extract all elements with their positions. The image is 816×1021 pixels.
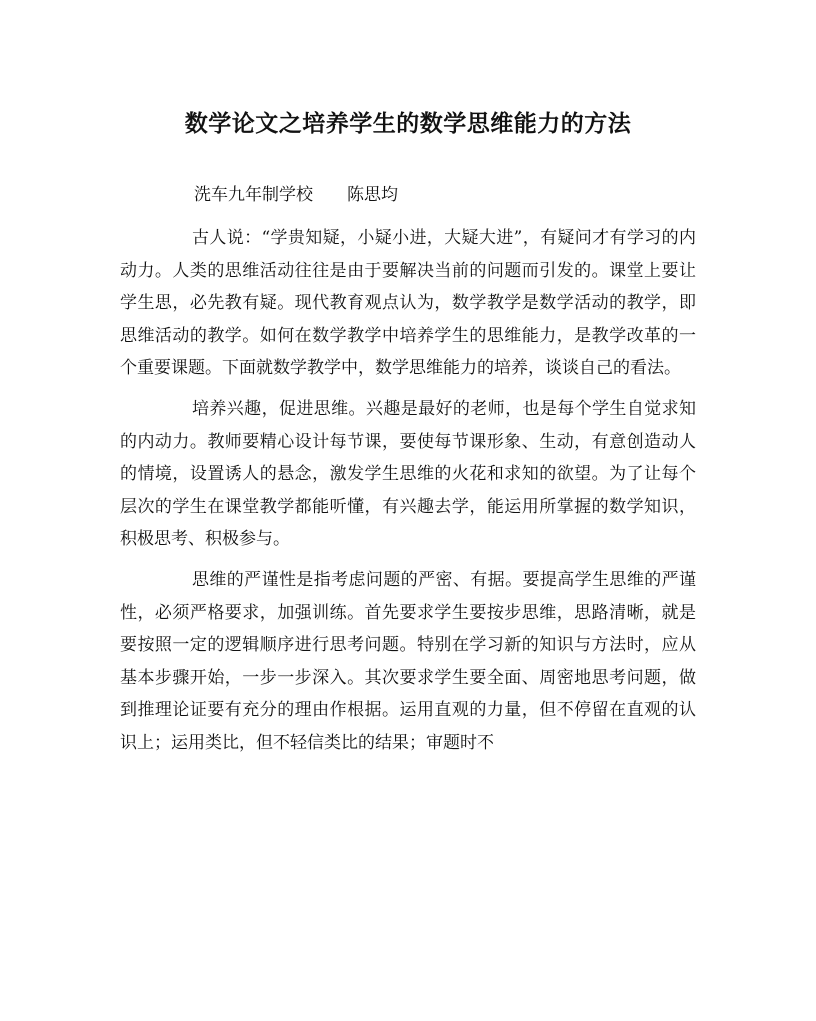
paragraph-intro: 古人说：“学贵知疑，小疑小进，大疑大进”，有疑问才有学习的内动力。人类的思维活动往往是由于要解决当前的问题而引发的。课堂上要让学生思，必先教有疑。现代教育观点认为，数学教学是数学活动的教学，即思维活动的教学。如何在数学教学中培养学生的思维能力，是教学改革的一个重要课题。下面就数学教学中，数学思维能力的培养，谈谈自己的看法。 bbox=[120, 228, 696, 379]
document-title: 数学论文之培养学生的数学思维能力的方法 bbox=[184, 110, 632, 137]
author-line bbox=[194, 180, 398, 210]
author-school: 洗车九年制学校 bbox=[194, 185, 313, 205]
author-name: 陈思均 bbox=[347, 185, 398, 205]
paragraph-rigor: 思维的严谨性是指考虑问题的严密、有据。要提高学生思维的严谨性，必须严格要求，加强训练。首先要求学生要按步思维，思路清晰，就是要按照一定的逻辑顺序进行思考问题。特别在学习新的知识与方法时，应从基本步骤开始，一步一步深入。其次要求学生要全面、周密地思考问题，做到推理论证要有充分的理由作根据。运用直观的力量，但不停留在直观的认识上；运用类比，但不轻信类比的结果；审题时不 bbox=[120, 569, 696, 753]
document-body bbox=[120, 222, 696, 768]
paragraph-interest: 培养兴趣，促进思维。兴趣是最好的老师，也是每个学生自觉求知的内动力。教师要精心设计每节课，要使每节课形象、生动，有意创造动人的情境，设置诱人的悬念，激发学生思维的火花和求知的欲望。为了让每个层次的学生在课堂教学都能听懂，有兴趣去学，能运用所掌握的数学知识，积极思考、积极参与。 bbox=[120, 398, 696, 550]
